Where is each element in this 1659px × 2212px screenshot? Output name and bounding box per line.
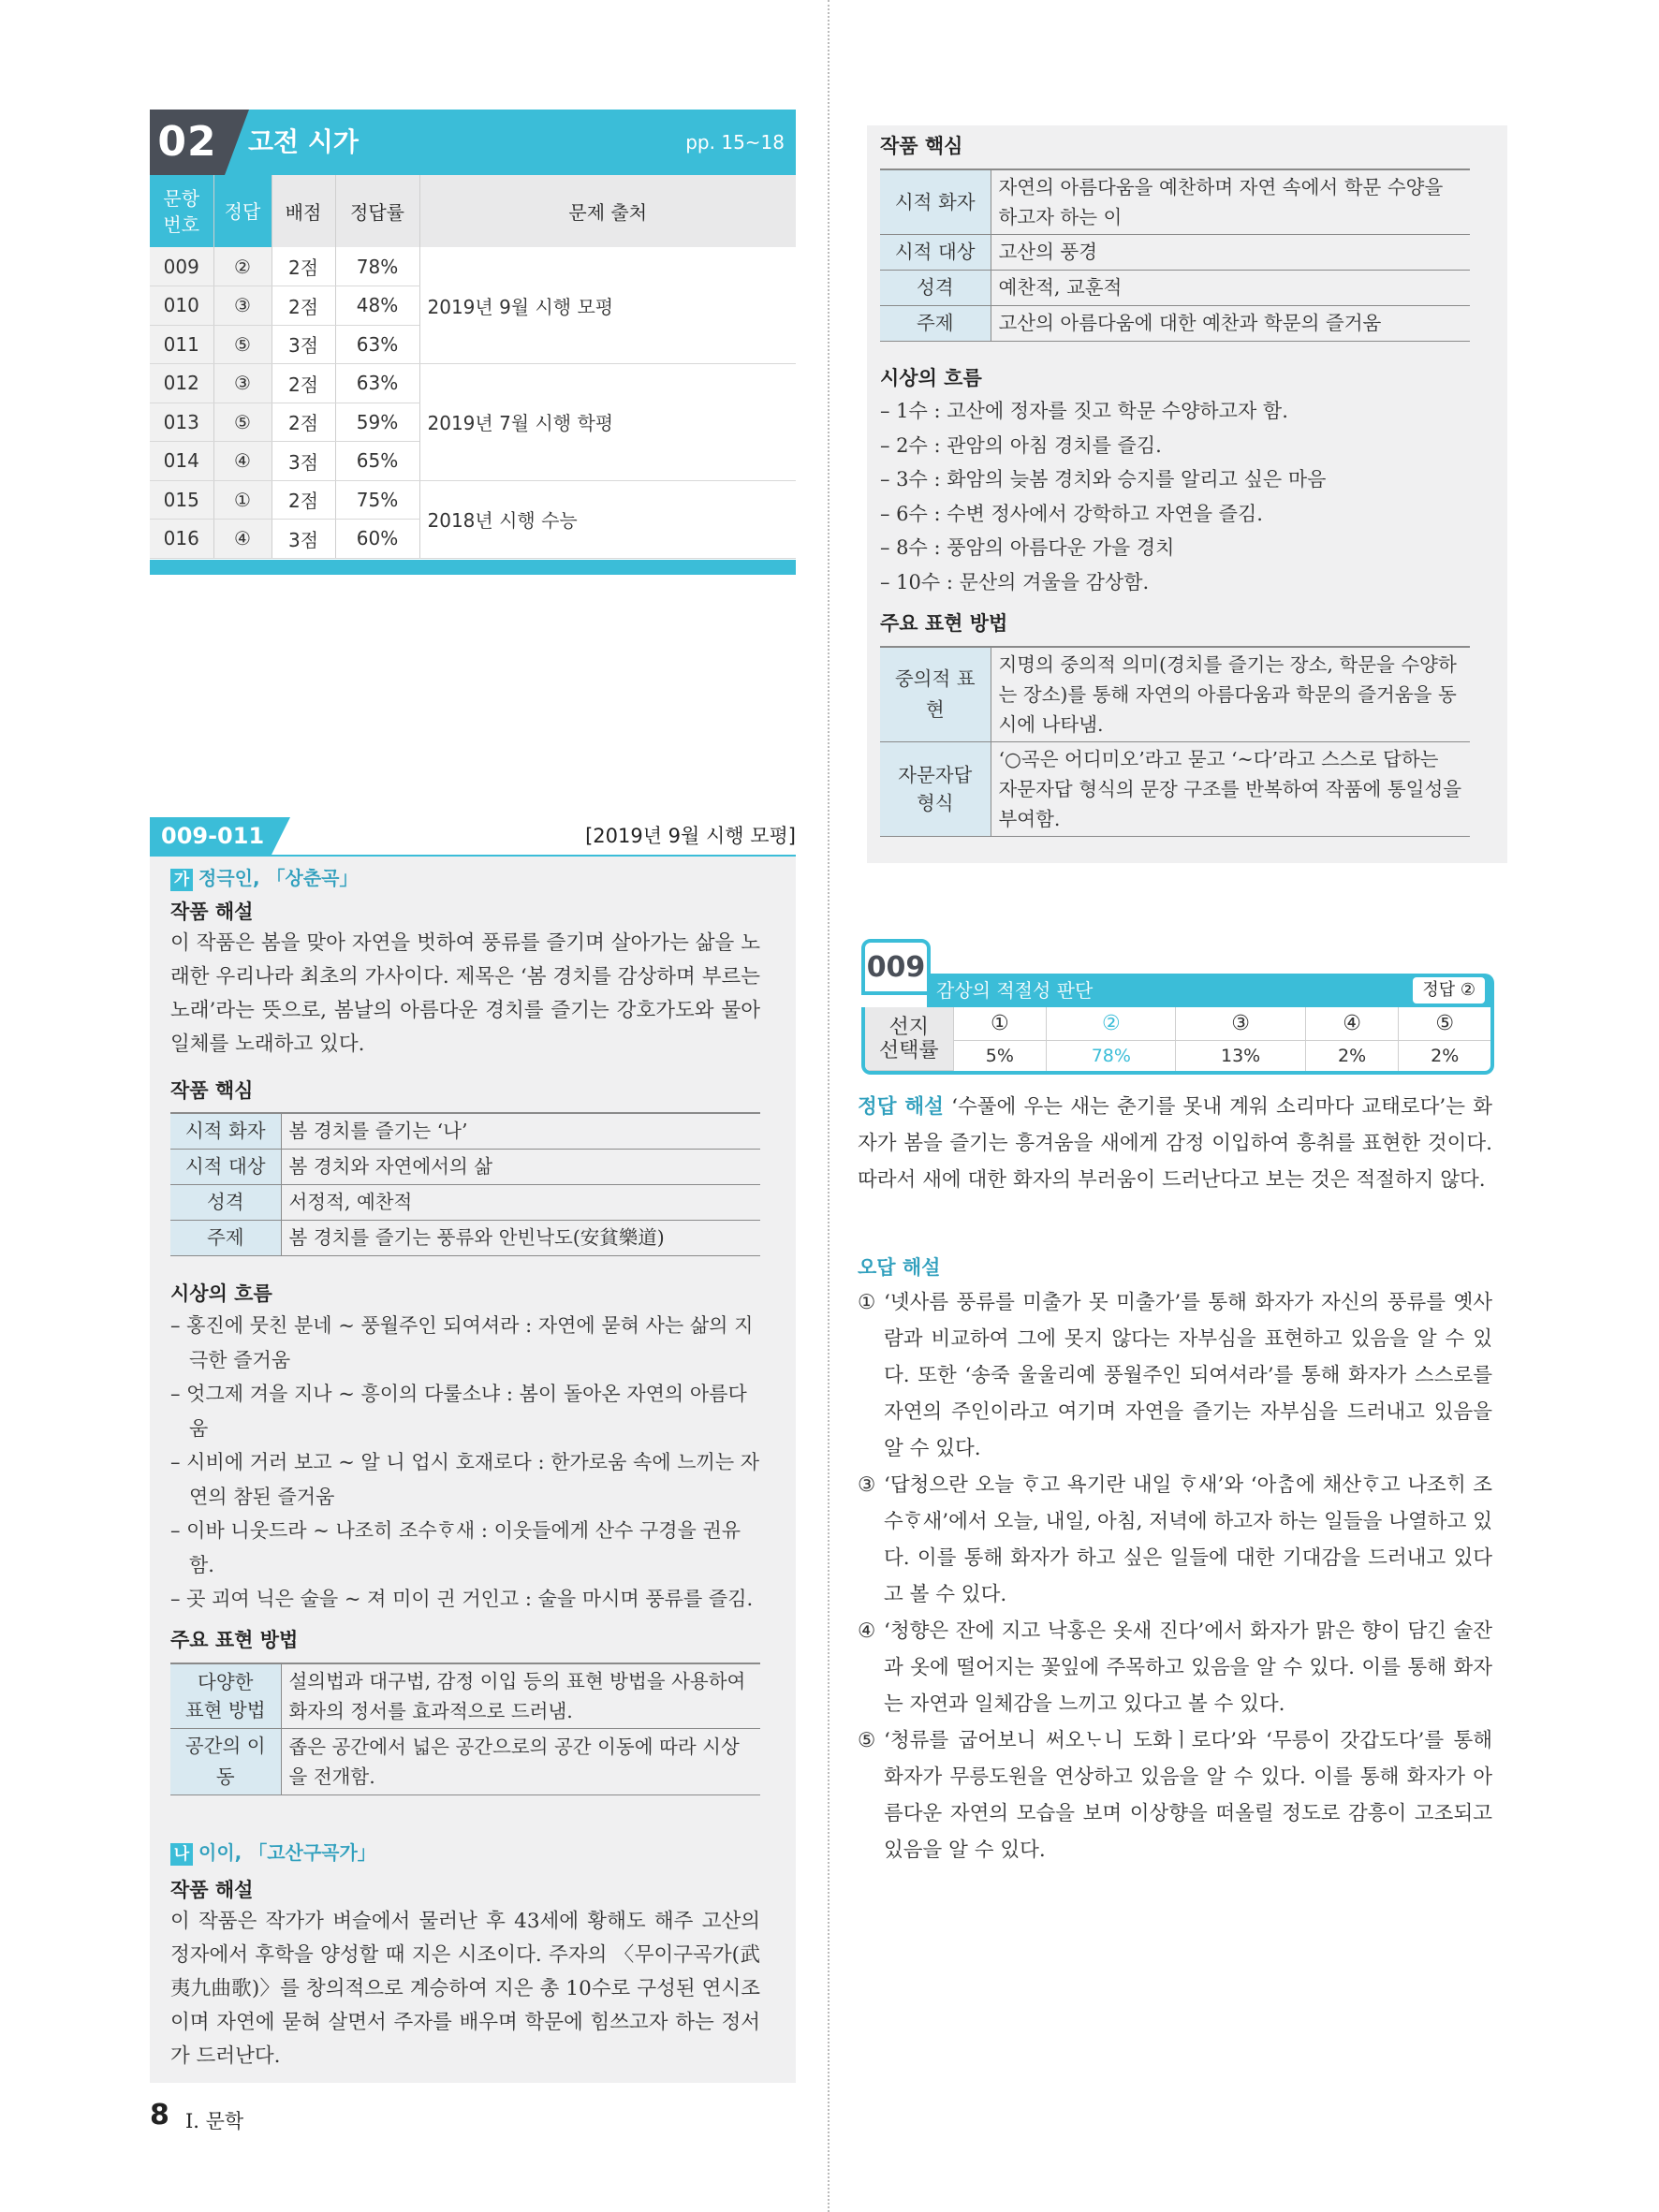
- table-row: [865, 1041, 1490, 1071]
- row-no: 010: [150, 286, 213, 326]
- section-number: 02: [150, 110, 225, 175]
- option-mark: ⑤: [858, 1729, 876, 1752]
- expr-value: 설의법과 대구법, 감정 이입 등의 표현 방법을 사용하여 화자의 정서를 효과적으로 드러냄.: [281, 1663, 760, 1729]
- row-points: 2점: [272, 364, 335, 403]
- option-text: ‘답청으란 오늘 ᄒᆞ고 욕기란 내일 ᄒᆞ새’와 ‘아ᄎᆞᆷ에 채산ᄒᆞ고 나조ᄒᆡ 조수ᄒᆞ새’에서 오늘, 내일, 아침, 저녁에 하고자 하는 일들을 나열하고 있다. 이를 통해 화자가 하고 싶은 일들에 대한 기대감을 드러내고 있다고 볼 수 있다.: [884, 1473, 1492, 1606]
- list-item: – 곳 괴여 닉은 술을 ~ 져 미이 긘 거인고 : 술을 마시며 풍류를 즐김.: [170, 1588, 754, 1610]
- list-item: – 1수 : 고산에 정자를 짓고 학문 수양하고자 함.: [880, 400, 1288, 422]
- core-key: 성격: [880, 271, 991, 306]
- row-rate: 75%: [335, 480, 419, 520]
- table-row: [150, 480, 796, 520]
- option-mark: ④: [858, 1619, 876, 1643]
- option-text: ‘청류를 굽어보니 써오ᄂᆞ니 도화ㅣ로다’와 ‘무릉이 갓갑도다’를 통해 화자가 무릉도원을 연상하고 있음을 알 수 있다. 이를 통해 화자가 아름다운 자연의 모습을 보며 이상향을 떠올릴 정도로 감흥이 고조되고 있음을 알 수 있다.: [884, 1729, 1492, 1862]
- list-item: – 2수 : 관암의 아침 경치를 즐김.: [880, 433, 1162, 457]
- row-rate: 78%: [335, 247, 419, 286]
- core-value: 봄 경치를 즐기는 ‘나’: [281, 1113, 760, 1150]
- table-row: [880, 742, 1470, 837]
- row-rate: 60%: [335, 520, 419, 559]
- row-no: 012: [150, 364, 213, 403]
- row-points: 2점: [272, 480, 335, 520]
- header-question-no-text: 문항 번호: [163, 186, 200, 236]
- row-rate: 63%: [335, 325, 419, 364]
- page-number: 8: [150, 2099, 169, 2131]
- expr-key: 다양한 표현 방법: [170, 1663, 281, 1729]
- core-key: 주제: [880, 306, 991, 342]
- table-row: [170, 1221, 760, 1256]
- core-value: 고산의 아름다움에 대한 예찬과 학문의 즐거움: [991, 306, 1470, 342]
- header-points: 배점: [272, 175, 335, 247]
- question-answer-badge: 정답 ②: [1413, 977, 1485, 1003]
- choice-rate: 2%: [1305, 1041, 1399, 1071]
- work-na-flow-list: [880, 394, 1470, 599]
- row-answer: ③: [213, 286, 272, 326]
- table-bottom-bar: [150, 560, 796, 575]
- row-rate: 63%: [335, 364, 419, 403]
- list-item: – 엇그제 겨을 지나 ~ 흥이의 다룰소냐 : 봄이 돌아온 자연의 아름다움: [170, 1383, 747, 1440]
- choice-mark: ①: [953, 1007, 1047, 1041]
- work-na-title: 이이, 「고산구곡가」: [198, 1841, 376, 1864]
- option-text: ‘청향은 잔에 지고 낙홍은 옷새 진다’에서 화자가 맑은 향이 담긴 술잔과 옷에 떨어지는 꽃잎에 주목하고 있음을 알 수 있다. 이를 통해 화자는 자연과 일체감을 느끼고 있다고 볼 수 있다.: [884, 1619, 1492, 1716]
- work-na-expr-heading: 주요 표현 방법: [880, 612, 1008, 635]
- work-ga-flow-list: [170, 1309, 760, 1617]
- question-title: 감상의 적절성 판단: [936, 979, 1094, 1002]
- table-row: [880, 235, 1470, 271]
- row-answer: ⑤: [213, 325, 272, 364]
- header-answer: 정답: [213, 175, 272, 247]
- choice-rate: 5%: [953, 1041, 1047, 1071]
- choice-mark: ③: [1176, 1007, 1305, 1041]
- work-na-analysis: 이 작품은 작가가 벼슬에서 물러난 후 43세에 황해도 해주 고산의 정자에서 후학을 양성할 때 지은 시조이다. 주자의 〈무이구곡가(武夷九曲歌)〉를 창의적으로 계승하여 지은 총 10수로 구성된 연시조이며 자연에 묻혀 살면서 주자를 배우며 학문에 힘쓰고자 하는 정서가 드러난다.: [170, 1910, 760, 2068]
- section-header: [150, 110, 796, 175]
- choice-mark: ⑤: [1399, 1007, 1490, 1041]
- work-ga-core-table: [170, 1112, 760, 1256]
- table-row: [150, 364, 796, 403]
- row-source: 2019년 7월 시행 학평: [419, 364, 796, 481]
- wrong-option-3: [858, 1467, 1492, 1613]
- row-source: 2019년 9월 시행 모평: [419, 247, 796, 364]
- row-source: 2018년 시행 수능: [419, 480, 796, 558]
- expr-value: 좁은 공간에서 넓은 공간으로의 공간 이동에 따라 시상을 전개함.: [281, 1729, 760, 1795]
- list-item: – 홍진에 뭇친 분네 ~ 풍월주인 되여셔라 : 자연에 묻혀 사는 삶의 지극한 즐거움: [170, 1314, 754, 1371]
- section-pages: pp. 15~18: [685, 131, 785, 154]
- row-rate: 48%: [335, 286, 419, 326]
- work-ga-core-heading: 작품 핵심: [170, 1079, 254, 1102]
- core-value: 자연의 아름다움을 예찬하며 자연 속에서 학문 수양을 하고자 하는 이: [991, 169, 1470, 235]
- choice-mark: ②: [1047, 1007, 1176, 1041]
- expr-value: ‘○곡은 어디미오’라고 묻고 ‘~다’라고 스스로 답하는 자문자답 형식의 문장 구조를 반복하여 작품에 통일성을 부여함.: [991, 742, 1470, 837]
- wrong-option-5: [858, 1722, 1492, 1868]
- core-key: 시적 대상: [880, 235, 991, 271]
- work-na-core-table: [880, 168, 1470, 342]
- expr-key: 중의적 표현: [880, 647, 991, 742]
- expr-key: 공간의 이동: [170, 1729, 281, 1795]
- answer-table: [150, 175, 796, 559]
- option-text: ‘넷사름 풍류를 미출가 못 미출가’를 통해 화자가 자신의 풍류를 옛사람과 비교하여 그에 못지 않다는 자부심을 표현하고 있음을 알 수 있다. 또한 ‘송죽 울울리예 풍월주인 되여셔라’를 통해 화자가 스스로를 자연의 주인이라고 여기며 자연을 즐기는 자부심을 드러내고 있음을 알 수 있다.: [884, 1291, 1492, 1460]
- list-item: – 8수 : 풍암의 아름다운 가을 경치: [880, 536, 1175, 559]
- list-item: – 6수 : 수변 정사에서 강학하고 자연을 즐김.: [880, 502, 1263, 525]
- row-rate: 59%: [335, 403, 419, 442]
- row-points: 3점: [272, 520, 335, 559]
- row-no: 011: [150, 325, 213, 364]
- table-row: [170, 1150, 760, 1185]
- row-no: 016: [150, 520, 213, 559]
- header-rate: 정답률: [335, 175, 419, 247]
- core-key: 주제: [170, 1221, 281, 1256]
- table-row: [880, 647, 1470, 742]
- expr-value: 지명의 중의적 의미(경치를 즐기는 장소, 학문을 수양하는 장소)를 통해 자연의 아름다움과 학문의 즐거움을 동시에 나타냄.: [991, 647, 1470, 742]
- row-points: 2점: [272, 286, 335, 326]
- correct-explanation: [858, 1089, 1492, 1198]
- row-answer: ④: [213, 520, 272, 559]
- wrong-option-1: [858, 1284, 1492, 1467]
- row-answer: ③: [213, 364, 272, 403]
- correct-explanation-text: ‘수풀에 우는 새는 춘기를 못내 계워 소리마다 교태로다’는 화자가 봄을 즐기는 흥겨움을 새에게 감정 이입하여 흥취를 표현한 것이다. 따라서 새에 대한 화자의 부러움이 드러난다고 보는 것은 적절하지 않다.: [858, 1095, 1492, 1192]
- row-points: 2점: [272, 247, 335, 286]
- work-na-core-heading: 작품 핵심: [880, 135, 963, 157]
- table-row: [170, 1729, 760, 1795]
- question-range-tag: 009-011: [150, 817, 272, 855]
- list-item: – 10수 : 문산의 겨울을 감상함.: [880, 570, 1150, 593]
- wrong-explanation-label: 오답 해설: [858, 1256, 941, 1279]
- work-ga-flow-heading: 시상의 흐름: [170, 1282, 272, 1305]
- table-row: [150, 247, 796, 286]
- table-row: [170, 1185, 760, 1221]
- option-mark: ①: [858, 1291, 876, 1314]
- work-na-flow-heading: 시상의 흐름: [880, 367, 982, 389]
- row-answer: ①: [213, 480, 272, 520]
- wrong-option-4: [858, 1613, 1492, 1722]
- work-ga-analysis: 이 작품은 봄을 맞아 자연을 벗하여 풍류를 즐기며 살아가는 삶을 노래한 우리나라 최초의 가사이다. 제목은 ‘봄 경치를 감상하며 부르는 노래’라는 뜻으로, 봄날의 아름다운 경치를 즐기는 강호가도와 물아일체를 노래하고 있다.: [170, 931, 760, 1056]
- work-na-badge: 나: [170, 1843, 193, 1866]
- core-value: 봄 경치와 자연에서의 삶: [281, 1150, 760, 1185]
- choice-rate: 2%: [1399, 1041, 1490, 1071]
- work-ga-badge: 가: [170, 869, 193, 891]
- work-ga-analysis-heading: 작품 해설: [170, 901, 254, 923]
- core-key: 시적 화자: [170, 1113, 281, 1150]
- header-source: 문제 출처: [419, 175, 796, 247]
- choice-mark: ④: [1305, 1007, 1399, 1041]
- table-row: [880, 306, 1470, 342]
- core-value: 예찬적, 교훈적: [991, 271, 1470, 306]
- header-question-no: [150, 175, 213, 247]
- row-answer: ②: [213, 247, 272, 286]
- choice-rate-table: [861, 1007, 1494, 1075]
- exam-source: [2019년 9월 시행 모평]: [585, 825, 796, 847]
- section-title: 고전 시가: [248, 126, 359, 157]
- list-item: – 시비에 거러 보고 ~ 알 니 업시 호재로다 : 한가로움 속에 느끼는 자연의 참된 즐거움: [170, 1451, 760, 1508]
- row-no: 014: [150, 442, 213, 481]
- work-ga-expr-table: [170, 1663, 760, 1795]
- work-na-analysis-heading: 작품 해설: [170, 1879, 254, 1901]
- option-mark: ③: [858, 1473, 876, 1497]
- row-no: 009: [150, 247, 213, 286]
- work-ga-expr-heading: 주요 표현 방법: [170, 1629, 299, 1651]
- row-points: 3점: [272, 442, 335, 481]
- column-divider: [828, 0, 830, 2212]
- correct-explanation-label: 정답 해설: [858, 1095, 944, 1119]
- choice-rate: 78%: [1047, 1041, 1176, 1071]
- core-key: 시적 화자: [880, 169, 991, 235]
- row-rate: 65%: [335, 442, 419, 481]
- table-row: [865, 1007, 1490, 1041]
- row-answer: ⑤: [213, 403, 272, 442]
- row-no: 013: [150, 403, 213, 442]
- work-ga-title-row: [170, 863, 358, 891]
- row-points: 2점: [272, 403, 335, 442]
- work-na-expr-table: [880, 646, 1470, 837]
- chapter-label: I. 문학: [185, 2110, 244, 2132]
- work-ga-title: 정극인, 「상춘곡」: [198, 867, 359, 889]
- table-row: [880, 271, 1470, 306]
- core-key: 성격: [170, 1185, 281, 1221]
- core-key: 시적 대상: [170, 1150, 281, 1185]
- question-number: 009: [861, 939, 931, 995]
- core-value: 서정적, 예찬적: [281, 1185, 760, 1221]
- work-na-title-row: [170, 1838, 376, 1866]
- expr-key: 자문자답 형식: [880, 742, 991, 837]
- row-no: 015: [150, 480, 213, 520]
- table-row: [170, 1663, 760, 1729]
- core-value: 봄 경치를 즐기는 풍류와 안빈낙도(安貧樂道): [281, 1221, 760, 1256]
- choice-rate: 13%: [1176, 1041, 1305, 1071]
- table-row: [880, 169, 1470, 235]
- list-item: – 3수 : 화암의 늦봄 경치와 승지를 알리고 싶은 마음: [880, 468, 1327, 491]
- question-box: [861, 939, 1494, 1075]
- row-points: 3점: [272, 325, 335, 364]
- row-answer: ④: [213, 442, 272, 481]
- list-item: – 이바 니웃드라 ~ 나조히 조수ᄒᆞ새 : 이웃들에게 산수 구경을 권유함.: [170, 1519, 741, 1576]
- core-value: 고산의 풍경: [991, 235, 1470, 271]
- choice-rate-label: 선지 선택률: [865, 1007, 953, 1071]
- table-row: [170, 1113, 760, 1150]
